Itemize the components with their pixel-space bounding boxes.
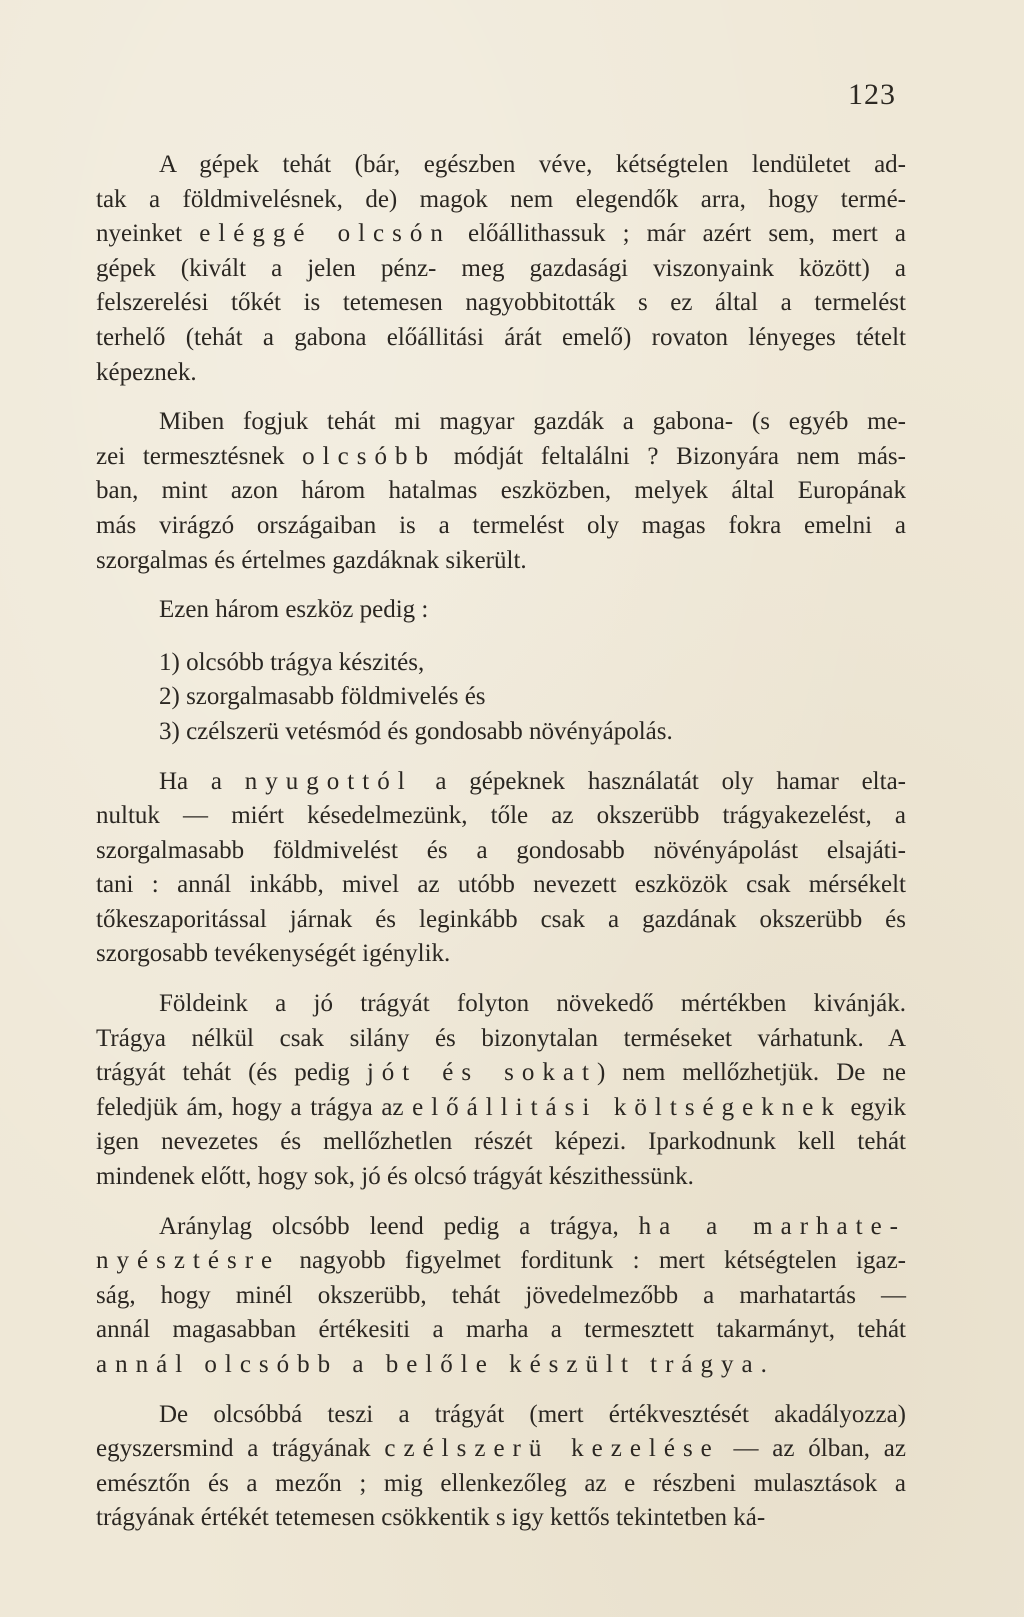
spaced-emphasis: eléggé olcsón (199, 220, 451, 248)
text-line: nyeinket eléggé olcsón előállithassuk ; már azért sem, mert a (96, 220, 907, 248)
spaced-emphasis: nyésztésre (96, 1247, 281, 1275)
text-line: egyszersmind a trágyának czélszerü kezelése — az ólban, az (96, 1435, 906, 1463)
text-line: igen nevezetes és mellőzhetlen részét képezi. Iparkodnunk kell tehát (96, 1128, 906, 1156)
paragraph-group-2 (96, 765, 906, 1536)
spaced-emphasis: előállitási költségeknek (412, 1093, 842, 1121)
paragraph (96, 987, 906, 1195)
text-line: ság, hogy minél okszerübb, tehát jövedelmezőbb a marhatartás — (96, 1281, 906, 1309)
text-line: feledjük ám, hogy a trágya az előállitási költségeknek egyik (96, 1093, 906, 1121)
list-item: 3) czélszerü vetésmód és gondosabb növényápolás. (159, 717, 673, 745)
text-line: nultuk — miért késedelmezünk, tőle az okszerübb trágyakezelést, a (96, 802, 906, 830)
text-line: tani : annál inkább, mivel az utóbb nevezett eszközök csak mérsékelt (96, 871, 906, 899)
text-line: Trágya nélkül csak silány és bizonytalan terméseket várhatunk. A (96, 1024, 906, 1052)
text-line: más virágzó országaiban is a termelést oly magas fokra emelni a (96, 511, 906, 539)
spaced-emphasis: annál olcsóbb a belőle készült trágya. (96, 1351, 775, 1378)
text-line: trágyának értékét tetemesen csökkentik s igy kettős tekintetben ká- (96, 1504, 766, 1532)
text-line: emésztőn és a mezőn ; mig ellenkezőleg az e részbeni mulasztások a (96, 1469, 906, 1497)
text-line: Miben fogjuk tehát mi magyar gazdák a gabona- (s egyéb me- (159, 408, 906, 436)
text-line: felszerelési tőkét is tetemesen nagyobbitották s ez által a termelést (96, 289, 906, 317)
text-line: Aránylag olcsóbb leend pedig a trágya, ha a marhate- (159, 1212, 906, 1240)
paragraph (96, 765, 906, 973)
spaced-emphasis: czélszerü kezelése (384, 1435, 720, 1463)
paragraph (96, 148, 906, 390)
text-line: annál magasabban értékesiti a marha a termesztett takarmányt, tehát (96, 1316, 906, 1344)
text-line: zei termesztésnek olcsóbb módját feltalálni ? Bizonyára nem más- (96, 442, 906, 470)
text-line: tőkeszaporitással járnak és leginkább csak a gazdának okszerübb és (96, 905, 906, 933)
list-intro: Ezen három eszköz pedig : (159, 596, 429, 624)
text-line: gépek (kivált a jelen pénz- meg gazdasági viszonyaink között) a (96, 254, 906, 282)
text-line: mindenek előtt, hogy sok, jó és olcsó trágyát készithessünk. (96, 1163, 694, 1191)
paragraph (96, 1398, 906, 1536)
text-line: szorgosabb tevékenységét igénylik. (96, 940, 451, 968)
list-item: 1) olcsóbb trágya készités, (159, 648, 425, 676)
spaced-emphasis: olcsóbb (302, 442, 436, 470)
text-line (96, 1348, 906, 1383)
text-line: képeznek. (96, 358, 197, 386)
numbered-list (96, 646, 906, 750)
text-line: ban, mint azon három hatalmas eszközben, melyek által Europának (96, 477, 906, 505)
text-line: Ha a nyugottól a gépeknek használatát oly hamar elta- (159, 767, 906, 795)
page-number: 123 (848, 78, 896, 111)
list-item: 2) szorgalmasabb földmivelés és (159, 683, 486, 711)
text-line: szorgalmas és értelmes gazdáknak sikerült. (96, 546, 527, 574)
text-line: trágyát tehát (és pedig jót és sokat) nem mellőzhetjük. De ne (96, 1059, 906, 1087)
text-line: szorgalmasabb földmivelést és a gondosabb növényápolást elsajáti- (96, 836, 906, 864)
text-line: tak a földmivelésnek, de) magok nem elegendők arra, hogy termé- (96, 185, 906, 213)
paragraph (96, 405, 906, 578)
paragraph-group-1 (96, 148, 906, 578)
text-line: De olcsóbbá teszi a trágyát (mert értékvesztését akadályozza) (159, 1400, 906, 1428)
paragraph (96, 1210, 906, 1383)
text-line: nyésztésre nagyobb figyelmet forditunk : mert kétségtelen igaz- (96, 1247, 906, 1275)
body-text (96, 148, 906, 1551)
spaced-emphasis: jót és sokat (366, 1059, 597, 1087)
text-line: Földeink a jó trágyát folyton növekedő mértékben kivánják. (159, 990, 906, 1018)
text-line: A gépek tehát (bár, egészben véve, kétségtelen lendületet ad- (159, 151, 906, 178)
text-line: terhelő (tehát a gabona előállitási árát emelő) rovaton lényeges tételt (96, 323, 906, 351)
spaced-emphasis: nyugottól (244, 767, 413, 795)
spaced-emphasis: ha a marhate- (638, 1212, 906, 1240)
